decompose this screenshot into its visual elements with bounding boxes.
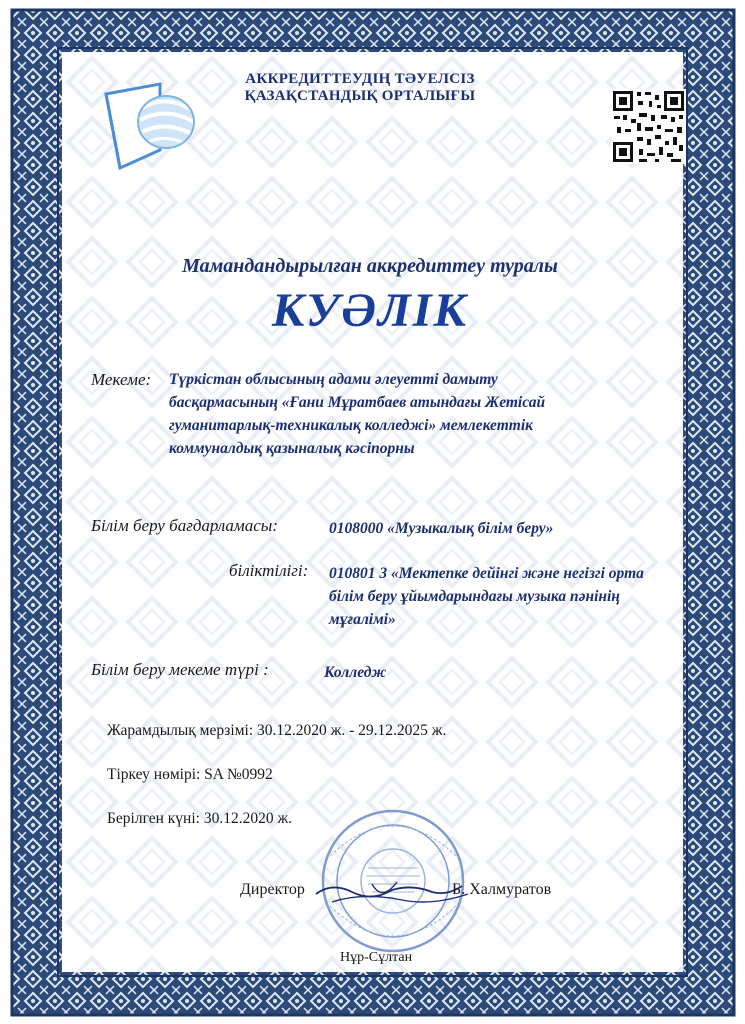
- institution-line: гуманитарлық-техникалық колледжі» мемлекеттік: [169, 417, 533, 434]
- registration-number: Тіркеу нөмірі: SA №0992: [107, 766, 273, 783]
- institution-label: Мекеме:: [91, 370, 152, 389]
- qualification-line: 010801 3 «Мектепке дейінгі және негізгі орта: [329, 565, 644, 582]
- institution-value: [169, 368, 649, 460]
- signature-role: Директор: [240, 881, 305, 898]
- qr-code: [611, 89, 686, 164]
- program-label: Білім беру бағдарламасы:: [91, 516, 278, 535]
- qualification-line: мұғалімі»: [329, 611, 396, 628]
- qualification-line: білім беру ұйымдарындағы музыка пәнінің: [329, 588, 620, 605]
- qualification-label: біліктілігі:: [229, 561, 309, 580]
- qualification-value: [329, 562, 689, 631]
- city-name: Нұр-Сұлтан: [340, 950, 413, 965]
- signer-name: Б. Халмуратов: [452, 881, 552, 898]
- certificate-title: КУӘЛІК: [271, 284, 469, 337]
- program-value: 0108000 «Музыкалық білім беру»: [329, 520, 554, 537]
- org-name-line2: ҚАЗАҚСТАНДЫҚ ОРТАЛЫҒЫ: [244, 88, 476, 104]
- institution-line: Түркістан облысының адами әлеуетті дамыту: [169, 371, 498, 388]
- validity-period: Жарамдылық мерзімі: 30.12.2020 ж. - 29.12.2025 ж.: [107, 722, 447, 739]
- institution-line: коммуналдық қазыналық кәсіпорны: [169, 440, 415, 457]
- organization-name: [170, 71, 550, 105]
- org-name-line1: АККРЕДИТТЕУДІҢ ТӘУЕЛСІЗ: [245, 71, 475, 87]
- issue-date: Берілген күні: 30.12.2020 ж.: [107, 810, 293, 827]
- institution-type-value: Колледж: [324, 664, 387, 681]
- handwritten-signature: [312, 872, 472, 912]
- institution-line: басқармасының «Ғани Мұратбаев атындағы Жетісай: [169, 394, 546, 411]
- institution-type-label: Білім беру мекеме түрі :: [91, 660, 269, 679]
- certificate-subtitle: Мамандандырылған аккредиттеу туралы: [182, 255, 558, 277]
